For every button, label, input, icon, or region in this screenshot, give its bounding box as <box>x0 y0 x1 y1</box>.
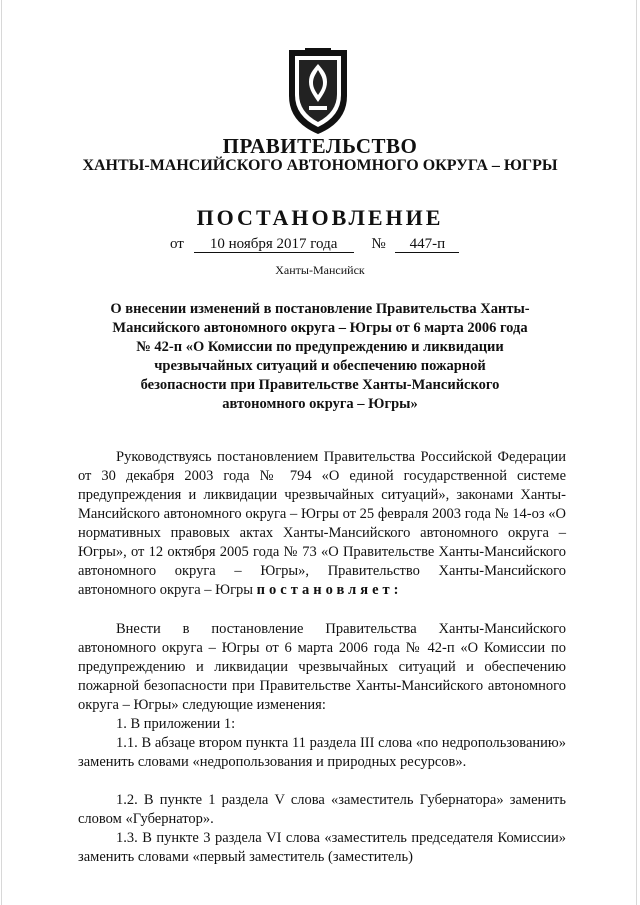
item-1-1: 1.1. В абзаце втором пункта 11 раздела III слова «по недропользованию» заменить словами «недропользования и природных ресурсов». <box>78 735 566 770</box>
org-title-line2: ХАНТЫ-МАНСИЙСКОГО АВТОНОМНОГО ОКРУГА – ЮГРЫ <box>82 157 558 174</box>
preamble-paragraph <box>78 448 566 600</box>
document-number: 447-п <box>395 237 459 253</box>
coat-of-arms-icon <box>283 44 353 136</box>
date-number-line <box>170 236 459 253</box>
item-1-3: 1.3. В пункте 3 раздела VI слова «заместитель председателя Комиссии» заменить словами «первый заместитель (заместитель) <box>78 830 566 865</box>
org-title-line1: ПРАВИТЕЛЬСТВО <box>222 134 418 158</box>
preamble-text: Руководствуясь постановлением Правительства Российской Федерации от 30 декабря 2003 года № 794 «О единой государственной системе предупреждения и ликвидации чрезвычайных ситуаций», законами Ханты-Мансийского автономного округа – Югры от 25 февраля 2003 года № 14-оз «О нормативных правовых актах Ханты-Мансийского автономного округа – Югры», от 12 октября 2005 года № 73 «О Правительстве Ханты-Мансийского автономного округа – Югры», Правительство Ханты-Мансийского автономного округа – Югры <box>78 449 566 598</box>
decree-word: постановляет: <box>256 582 403 598</box>
number-prefix: № <box>371 236 386 252</box>
document-date: 10 ноября 2017 года <box>194 237 354 253</box>
document-title: О внесении изменений в постановление Правительства Ханты-Мансийского автономного округа – Югры от 6 марта 2006 года № 42-п «О Комиссии по предупреждению и ликвидации чрезвычайных ситуаций и обеспечению пожарной безопасности при Правительстве Ханты-Мансийского автономного округа – Югры» <box>110 301 530 412</box>
item-1-2: 1.2. В пункте 1 раздела V слова «заместитель Губернатора» заменить словом «Губернатор». <box>78 792 566 827</box>
item-1: 1. В приложении 1: <box>116 716 236 732</box>
date-prefix: от <box>170 236 184 252</box>
document-type: ПОСТАНОВЛЕНИЕ <box>196 205 444 230</box>
city: Ханты-Мансийск <box>275 263 365 277</box>
paragraph-1: Внести в постановление Правительства Ханты-Мансийского автономного округа – Югры от 6 марта 2006 года № 42-п «О Комиссии по предупреждению и ликвидации чрезвычайных ситуаций и обеспечению пожарной безопасности при Правительстве Ханты-Мансийского автономного округа – Югры» следующие изменения: <box>78 621 566 713</box>
